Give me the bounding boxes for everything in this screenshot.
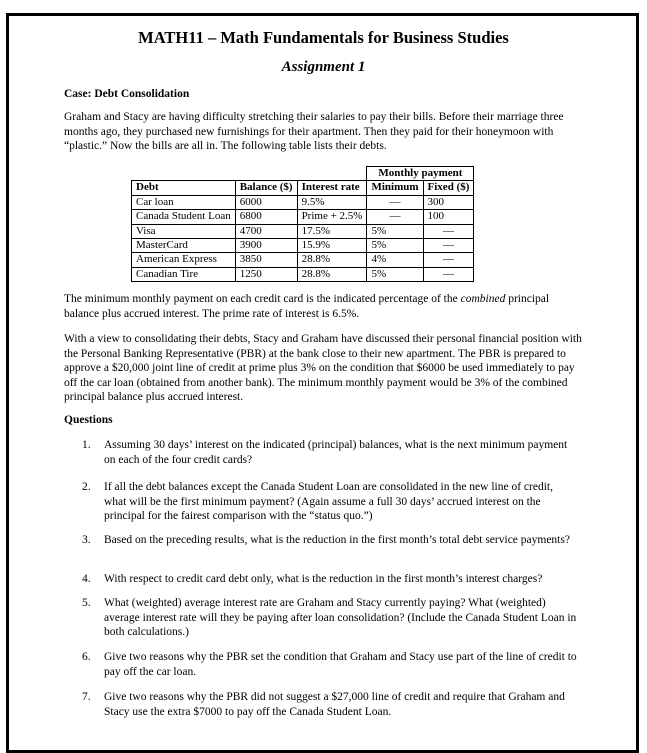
- table-cell: 15.9%: [297, 239, 367, 253]
- table-cell: 5%: [367, 267, 423, 281]
- question-text: Give two reasons why the PBR set the condition that Graham and Stacy use part of the line of credit to pay off the car loan.: [104, 651, 577, 678]
- table-cell: 6800: [235, 210, 297, 224]
- table-cell: Prime + 2.5%: [297, 210, 367, 224]
- question-text: If all the debt balances except the Canada Student Loan are consolidated in the new line of credit, what will be the first minimum payment? (Again assume a full 30 days’ accrued interest on the principal for the fairest comparison with the “status quo.”): [104, 481, 553, 523]
- page-title: MATH11 – Math Fundamentals for Business Studies: [138, 28, 509, 47]
- table-row: [132, 267, 474, 281]
- col-header-balance: Balance ($): [235, 181, 297, 195]
- emphasis-combined: combined: [460, 293, 506, 305]
- table-cell: Visa: [132, 224, 236, 238]
- consolidation-paragraph: With a view to consolidating their debts, Stacy and Graham have discussed their personal financial position with the Personal Banking Representative (PBR) at the bank close to their new apartment. The PBR is prepared to approve a $20,000 joint line of credit at prime plus 3% on the condition that $6000 be used immediately to pay off the car loan (obtained from another bank). The minimum monthly payment would be 3% of the combined principal balance plus accrued interest.: [64, 333, 582, 404]
- intro-paragraph: Graham and Stacy are having difficulty stretching their salaries to pay their bills. Before their marriage three months ago, they purchased new furnishings for their apartment. Then they paid for their honeymoon with “plastic.” Now the bills are all in. The following table lists their debts.: [64, 111, 564, 153]
- question-item: [82, 533, 578, 548]
- table-cell: —: [423, 253, 474, 267]
- question-text: With respect to credit card debt only, what is the reduction in the first month’s interest charges?: [104, 573, 543, 585]
- assignment-subtitle: Assignment 1: [281, 59, 366, 75]
- col-header-interest-rate: Interest rate: [297, 181, 367, 195]
- table-cell: 1250: [235, 267, 297, 281]
- table-cell: 5%: [367, 239, 423, 253]
- table-group-header-row: [132, 167, 474, 181]
- question-item: [82, 480, 578, 524]
- col-header-fixed: Fixed ($): [423, 181, 474, 195]
- question-text: Based on the preceding results, what is the reduction in the first month’s total debt service payments?: [104, 534, 570, 546]
- table-cell: 9.5%: [297, 195, 367, 209]
- table-cell: 5%: [367, 224, 423, 238]
- table-cell: 3900: [235, 239, 297, 253]
- table-header-row: [132, 181, 474, 195]
- question-item: [82, 572, 578, 587]
- table-cell: —: [423, 239, 474, 253]
- table-row: [132, 253, 474, 267]
- table-cell: 4%: [367, 253, 423, 267]
- question-item: [82, 650, 578, 679]
- col-header-minimum: Minimum: [367, 181, 423, 195]
- table-cell: —: [423, 224, 474, 238]
- questions-heading: Questions: [64, 414, 113, 426]
- case-heading: Case: Debt Consolidation: [64, 88, 190, 100]
- table-cell: 100: [423, 210, 474, 224]
- table-cell: American Express: [132, 253, 236, 267]
- question-number: 6.: [82, 651, 91, 663]
- table-cell: MasterCard: [132, 239, 236, 253]
- table-cell: 28.8%: [297, 267, 367, 281]
- question-number: 1.: [82, 439, 91, 451]
- question-text: What (weighted) average interest rate are Graham and Stacy currently paying? What (weighted) average interest rate will they be paying after loan consolidation? (Include the Canada Student Loan in both calculations.): [104, 597, 577, 639]
- monthly-payment-header: Monthly payment: [367, 167, 474, 181]
- question-item: [82, 438, 578, 467]
- table-cell: 3850: [235, 253, 297, 267]
- table-row: [132, 239, 474, 253]
- minimum-payment-paragraph: The minimum monthly payment on each credit card is the indicated percentage of the combined principal balance plus accrued interest. The prime rate of interest is 6.5%.: [64, 293, 550, 320]
- table-cell: —: [367, 210, 423, 224]
- question-item: [82, 596, 578, 640]
- table-row: [132, 224, 474, 238]
- table-cell: 17.5%: [297, 224, 367, 238]
- question-number: 5.: [82, 597, 91, 609]
- debt-table: [131, 166, 474, 282]
- table-cell: Canadian Tire: [132, 267, 236, 281]
- table-row: [132, 195, 474, 209]
- table-cell: 28.8%: [297, 253, 367, 267]
- table-cell: —: [423, 267, 474, 281]
- table-cell: 300: [423, 195, 474, 209]
- table-cell: —: [367, 195, 423, 209]
- question-number: 4.: [82, 573, 91, 585]
- table-cell: Canada Student Loan: [132, 210, 236, 224]
- table-cell: 4700: [235, 224, 297, 238]
- question-number: 3.: [82, 534, 91, 546]
- table-row: [132, 210, 474, 224]
- col-header-debt: Debt: [132, 181, 236, 195]
- question-number: 2.: [82, 481, 91, 493]
- question-item: [82, 690, 578, 719]
- question-number: 7.: [82, 691, 91, 703]
- question-text: Give two reasons why the PBR did not suggest a $27,000 line of credit and require that Graham and Stacy use the extra $7000 to pay off the Canada Student Loan.: [104, 691, 565, 718]
- table-cell: Car loan: [132, 195, 236, 209]
- table-cell: 6000: [235, 195, 297, 209]
- question-text: Assuming 30 days’ interest on the indicated (principal) balances, what is the next minimum payment on each of the four credit cards?: [104, 439, 568, 466]
